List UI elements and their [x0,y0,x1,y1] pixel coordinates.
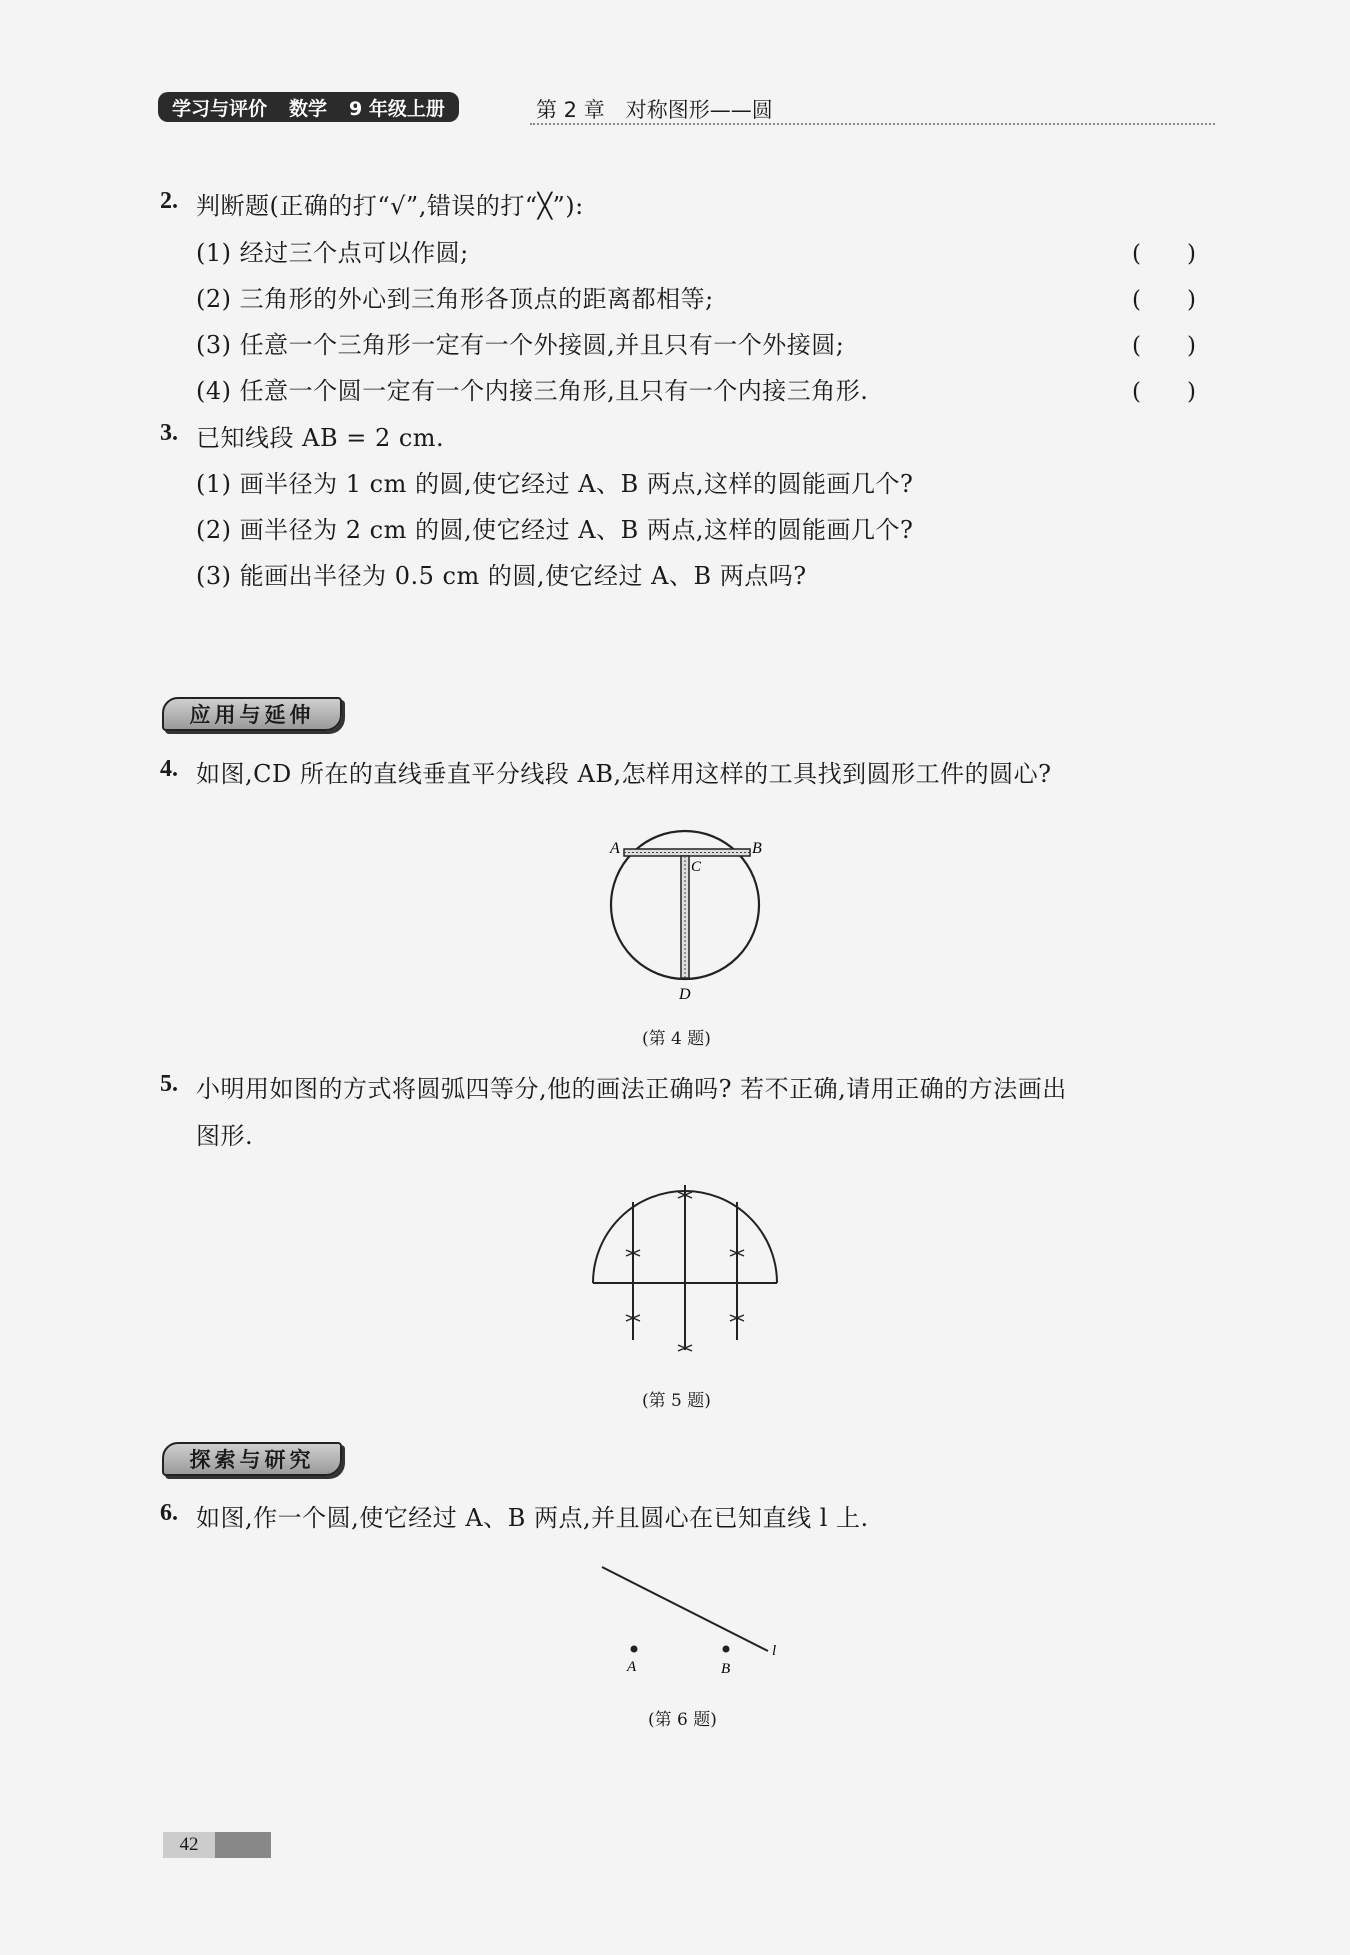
q3-number: 3. [160,420,178,446]
q2-answer-blank-4[interactable]: ( ) [1132,379,1196,405]
page-number: 42 [163,1832,215,1858]
q4-figure [590,815,790,1005]
q2-answer-blank-1[interactable]: ( ) [1132,241,1196,267]
q2-item-3: (3) 任意一个三角形一定有一个外接圆,并且只有一个外接圆; [196,331,845,359]
q2-answer-blank-3[interactable]: ( ) [1132,333,1196,359]
point-b [723,1646,730,1653]
label-b: B [721,1661,731,1677]
q3-item-1: (1) 画半径为 1 cm 的圆,使它经过 A、B 两点,这样的圆能画几个? [196,470,914,498]
header-series: 学习与评价 [172,97,268,120]
q4-number: 4. [160,756,178,782]
q3-item-2: (2) 画半径为 2 cm 的圆,使它经过 A、B 两点,这样的圆能画几个? [196,516,914,544]
header-book-title [158,92,459,122]
q5-stem-line-2: 图形. [196,1122,254,1150]
q5-figure [585,1180,785,1360]
q4-stem: 如图,CD 所在的直线垂直平分线段 AB,怎样用这样的工具找到圆形工件的圆心? [196,760,1052,788]
header-divider [530,123,1215,125]
header-chapter: 第 2 章 对称图形——圆 [536,98,773,122]
q4-caption: (第 4 题) [642,1029,711,1049]
q2-answer-blank-2[interactable]: ( ) [1132,287,1196,313]
q2-stem: 判断题(正确的打“√”,错误的打“╳”): [196,192,584,220]
label-a: A [610,840,620,857]
q5-stem-line-1: 小明用如图的方式将圆弧四等分,他的画法正确吗? 若不正确,请用正确的方法画出 [196,1075,1067,1103]
line-l [602,1567,768,1651]
q6-number: 6. [160,1500,178,1526]
section-explore-research: 探索与研究 [162,1442,342,1476]
t-square-bar [624,849,750,856]
q5-caption: (第 5 题) [642,1391,711,1411]
label-b: B [752,840,762,857]
header-subject: 数学 [289,97,328,120]
label-d: D [679,986,691,1003]
q3-item-3: (3) 能画出半径为 0.5 cm 的圆,使它经过 A、B 两点吗? [196,562,807,590]
q2-item-1: (1) 经过三个点可以作圆; [196,239,469,267]
q2-number: 2. [160,188,178,214]
q5-number: 5. [160,1071,178,1097]
q2-item-4: (4) 任意一个圆一定有一个内接三角形,且只有一个内接三角形. [196,377,869,405]
q6-caption: (第 6 题) [648,1710,717,1730]
section-application-extension: 应用与延伸 [162,697,342,731]
q6-figure [590,1555,790,1685]
label-l: l [772,1643,777,1659]
q6-stem: 如图,作一个圆,使它经过 A、B 两点,并且圆心在已知直线 l 上. [196,1504,869,1532]
header-grade: 9 年级上册 [349,97,445,120]
label-a: A [627,1659,637,1675]
label-c: C [691,859,702,875]
q3-stem: 已知线段 AB = 2 cm. [196,424,445,452]
q2-item-2: (2) 三角形的外心到三角形各顶点的距离都相等; [196,285,714,313]
point-a [631,1646,638,1653]
